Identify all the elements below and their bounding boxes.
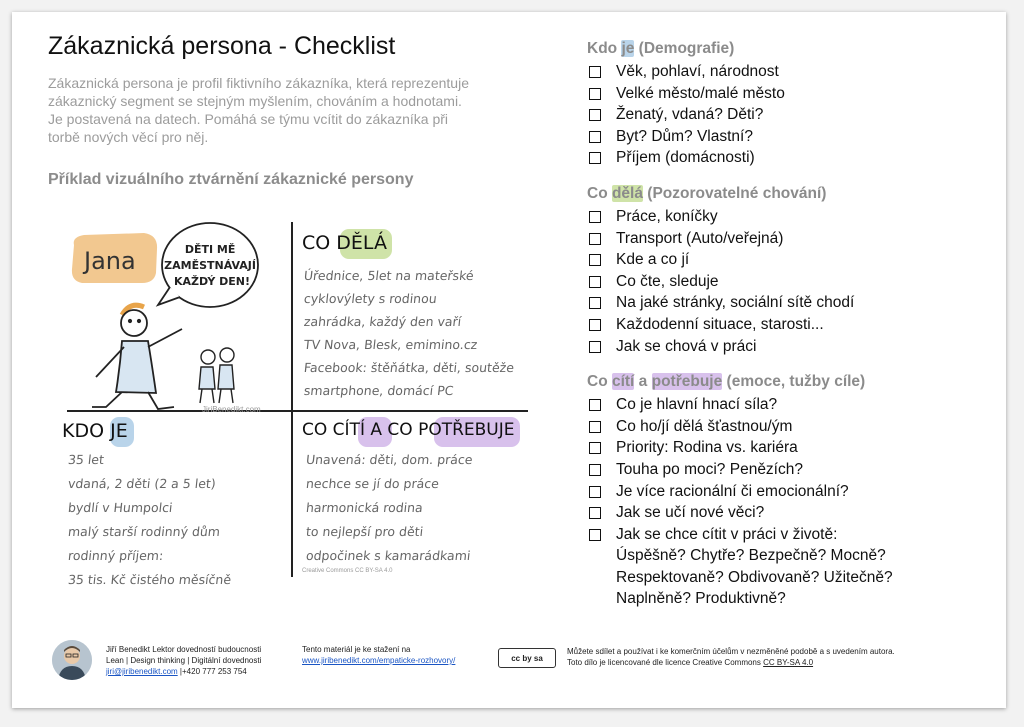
checkbox-icon[interactable] (589, 109, 601, 121)
checkbox-icon[interactable] (589, 66, 601, 78)
checklist-subline: Úspěšně? Chytře? Bezpečně? Mocně? (616, 547, 886, 565)
email-link[interactable]: jiri@jiribenedikt.com (106, 667, 178, 676)
checklist-subline: Naplněně? Produktivně? (616, 590, 786, 608)
checklist-item[interactable]: Jak se chová v práci (587, 336, 1002, 358)
author-avatar (52, 640, 92, 680)
section-kdo-je-heading: Kdo je (Demografie) (587, 40, 735, 57)
checklist-item[interactable]: Co čte, sleduje (587, 271, 1002, 293)
checklist-item[interactable]: Touha po moci? Penězích? (587, 459, 1002, 481)
checklist-item[interactable]: Příjem (domácnosti) (587, 147, 1002, 169)
checkbox-icon[interactable] (589, 421, 601, 433)
checklist-item[interactable]: Práce, koníčky (587, 206, 1002, 228)
checklist-item[interactable]: Jak se učí nové věci? (587, 502, 1002, 524)
checklist-item[interactable]: Transport (Auto/veřejná) (587, 228, 1002, 250)
checklist-item[interactable]: Co je hlavní hnací síla? (587, 394, 1002, 416)
checkbox-icon[interactable] (589, 529, 601, 541)
checkbox-icon[interactable] (589, 88, 601, 100)
sketch-credit: JiriBenedikt.com (202, 405, 261, 414)
page-title: Zákaznická persona - Checklist (48, 32, 396, 60)
checkbox-icon[interactable] (589, 341, 601, 353)
author-info: Jiří Benedikt Lektor dovedností budoucnosti Lean | Design thinking | Digitální dovednosti jiri@jiribenedikt.com |+420 777 253 754 (106, 645, 262, 676)
quadrant-codela-title: CO DĚLÁ (302, 232, 387, 254)
checkbox-icon[interactable] (589, 297, 601, 309)
license-link[interactable]: CC BY-SA 4.0 (763, 658, 814, 667)
license-info: Můžete sdílet a používat i ke komerčním účelům v nezměněné podobě a s uvedením autora. Toto dílo je licencované dle licence Creative Commons CC BY-SA 4.0 (567, 647, 895, 667)
intro-text: Zákaznická persona je profil fiktivního zákazníka, která reprezentuje zákaznický segment se stejným myšlením, chováním a hodnotami. Je postavená na datech. Pomáhá se týmu vcítit do zákazníka při torbě nových věcí pro něj. (48, 75, 469, 145)
checkbox-icon[interactable] (589, 233, 601, 245)
checklist-item[interactable]: Jak se chce cítit v práci v životě: (587, 524, 1002, 546)
checkbox-icon[interactable] (589, 464, 601, 476)
checkbox-icon[interactable] (589, 254, 601, 266)
bubble-line-1: DĚTI MĚ (184, 243, 236, 256)
checklist-item[interactable]: Na jaké stránky, sociální sítě chodí (587, 292, 1002, 314)
checkbox-icon[interactable] (589, 152, 601, 164)
checklist-item[interactable]: Co ho/jí dělá šťastnou/ým (587, 416, 1002, 438)
kids-icon (199, 348, 234, 403)
checklist-item[interactable]: Ženatý, vdaná? Děti? (587, 104, 1002, 126)
download-link[interactable]: www.jiribenedikt.com/empaticke-rozhovory/ (302, 656, 456, 665)
checkbox-icon[interactable] (589, 442, 601, 454)
checklist-item[interactable]: Byt? Dům? Vlastní? (587, 126, 1002, 148)
checklist (587, 38, 1002, 610)
checkbox-icon[interactable] (589, 131, 601, 143)
checkbox-icon[interactable] (589, 276, 601, 288)
quadrant-cociti-title: CO CÍTÍ A CO POTŘEBUJE (302, 420, 515, 440)
persona-figure-icon (92, 305, 182, 409)
section-co-dela-heading: Co dělá (Pozorovatelné chování) (587, 184, 827, 202)
quadrant-cociti-notes: Unavená: děti, dom. práce nechce se jí do práce harmonická rodina to nejlepší pro děti odpočinek s kamarádkami (305, 452, 474, 563)
section-co-citi-heading: Co cítí a potřebuje (emoce, tužby cíle) (587, 373, 866, 391)
download-info: Tento materiál je ke stažení na www.jiribenedikt.com/empaticke-rozhovory/ (302, 645, 456, 665)
persona-name: Jana (84, 247, 136, 275)
checklist-item[interactable]: Priority: Rodina vs. kariéra (587, 437, 1002, 459)
checklist-item[interactable]: Každodenní situace, starosti... (587, 314, 1002, 336)
quadrant-codela-notes: Úřednice, 5let na mateřské cyklovýlety s rodinou zahrádka, každý den vaří TV Nova, Blesk, emimino.cz Facebook: štěňátka, děti, soutěže smartphone, domácí PC (303, 268, 515, 398)
quadrant-kdoje-title: KDO JE (62, 420, 128, 442)
person-icon (52, 640, 92, 680)
checklist-item[interactable]: Kde a co jí (587, 249, 1002, 271)
bubble-line-2: ZAMĚSTNÁVAJÍ (164, 259, 256, 272)
checkbox-icon[interactable] (589, 486, 601, 498)
sketch-license: Creative Commons CC BY-SA 4.0 (302, 568, 393, 574)
checkbox-icon[interactable] (589, 507, 601, 519)
document-page (12, 12, 1006, 708)
checklist-item[interactable]: Velké město/malé město (587, 83, 1002, 105)
quadrant-kdoje-notes: 35 let vdaná, 2 děti (2 a 5 let) bydlí v Humpolci malý starší rodinný dům rodinný příjem: 35 tis. Kč čistého měsíčně (67, 452, 232, 587)
footer (12, 640, 1006, 700)
checklist-item[interactable]: Je více racionální či emocionální? (587, 481, 1002, 503)
sketch-subheading: Příklad vizuálního ztvárnění zákaznické persony (48, 171, 414, 188)
checkbox-icon[interactable] (589, 211, 601, 223)
cc-license-badge-icon[interactable]: cc by sa (498, 648, 556, 668)
checkbox-icon[interactable] (589, 319, 601, 331)
bubble-line-3: KAŽDÝ DEN! (173, 275, 251, 288)
checklist-item[interactable]: Věk, pohlaví, národnost (587, 61, 1002, 83)
checkbox-icon[interactable] (589, 399, 601, 411)
checklist-subline: Respektovaně? Obdivovaně? Užitečně? (616, 568, 893, 586)
